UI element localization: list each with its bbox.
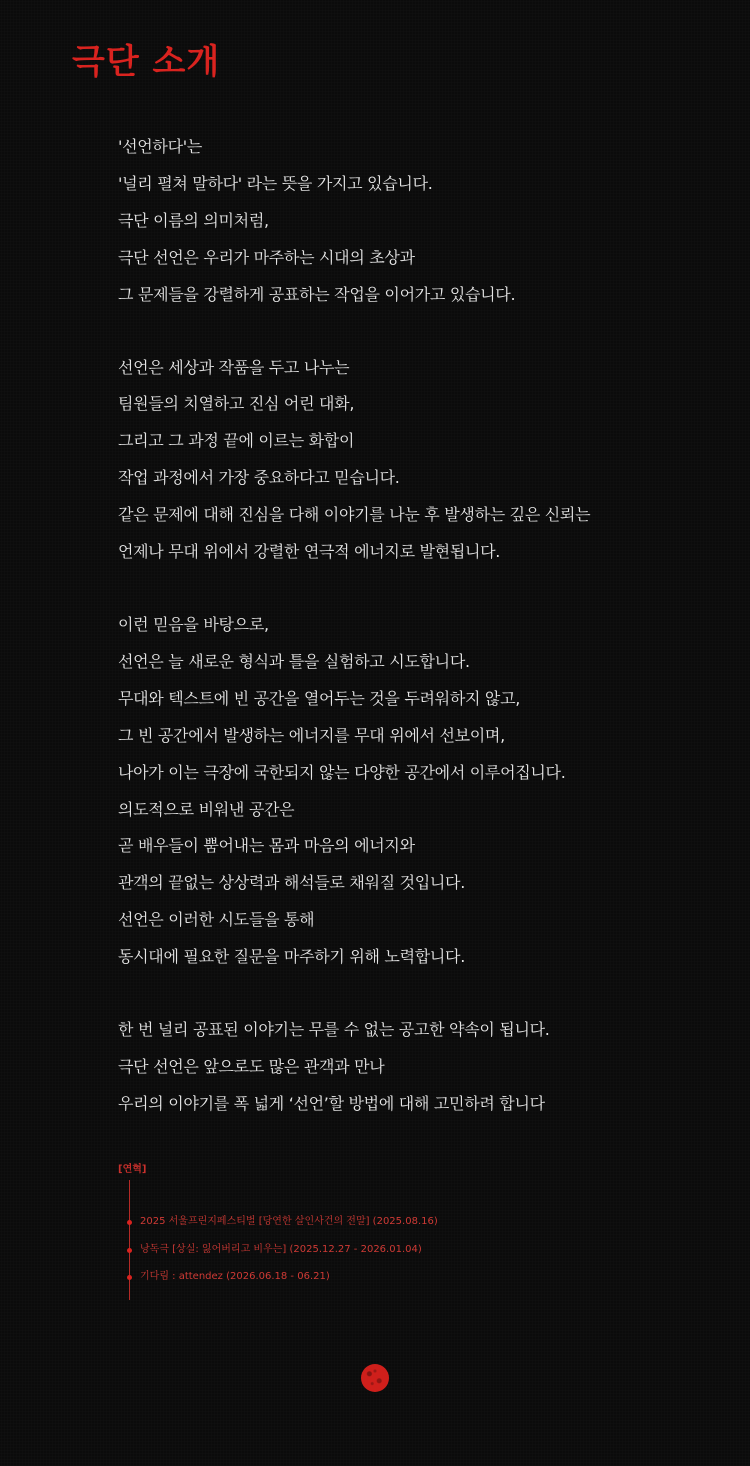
intro-paragraph-1: [118, 129, 738, 314]
bullet-dot-icon: [127, 1248, 132, 1253]
intro-line: 극단 이름의 의미처럼,: [118, 210, 269, 230]
intro-line: 언제나 무대 위에서 강렬한 연극적 에너지로 발현됩니다.: [118, 542, 501, 562]
intro-line: 나아가 이는 극장에 국한되지 않는 다양한 공간에서 이루어집니다.: [118, 762, 566, 782]
history-item: [118, 1269, 438, 1297]
history-list: [118, 1214, 438, 1297]
intro-line: 선언은 늘 새로운 형식과 틀을 실험하고 시도합니다.: [118, 651, 470, 671]
intro-line: 그 빈 공간에서 발생하는 에너지를 무대 위에서 선보이며,: [118, 725, 505, 745]
intro-line: '선언하다'는: [118, 137, 202, 156]
intro-paragraph-3: [118, 607, 738, 976]
history-item-text: 2025 서울프린지페스티벌 [당연한 살인사건의 전말] (2025.08.16): [140, 1216, 438, 1227]
history-item: [118, 1242, 438, 1270]
red-circle-logo-icon[interactable]: [361, 1364, 389, 1392]
intro-line: 팀원들의 치열하고 진심 어린 대화,: [118, 394, 355, 414]
intro-line: 한 번 널리 공표된 이야기는 무를 수 없는 공고한 약속이 됩니다.: [118, 1020, 550, 1040]
history-item: [118, 1214, 438, 1242]
intro-line: 그 문제들을 강렬하게 공표하는 작업을 이어가고 있습니다.: [118, 284, 516, 304]
intro-line: 선언은 세상과 작품을 두고 나누는: [118, 357, 350, 377]
intro-line: 작업 과정에서 가장 중요하다고 믿습니다.: [118, 468, 400, 488]
intro-line: 선언은 이러한 시도들을 통해: [118, 910, 315, 930]
history-heading: [연혁]: [118, 1164, 147, 1175]
history-item-text: 기다림 : attendez (2026.06.18 - 06.21): [140, 1271, 330, 1282]
intro-paragraph-2: [118, 350, 738, 571]
intro-line: 극단 선언은 앞으로도 많은 관객과 만나: [118, 1056, 385, 1076]
intro-line: '널리 펼쳐 말하다' 라는 뜻을 가지고 있습니다.: [118, 173, 433, 193]
intro-text: [118, 129, 738, 1159]
intro-line: 우리의 이야기를 폭 넓게 ‘선언’할 방법에 대해 고민하려 합니다: [118, 1093, 545, 1113]
intro-line: 같은 문제에 대해 진심을 다해 이야기를 나눈 후 발생하는 깊은 신뢰는: [118, 505, 591, 525]
bullet-dot-icon: [127, 1275, 132, 1280]
intro-line: 무대와 텍스트에 빈 공간을 열어두는 것을 두려워하지 않고,: [118, 688, 521, 708]
bullet-dot-icon: [127, 1220, 132, 1225]
intro-line: 동시대에 필요한 질문을 마주하기 위해 노력합니다.: [118, 947, 465, 967]
intro-line: 관객의 끝없는 상상력과 해석들로 채워질 것입니다.: [118, 873, 465, 893]
page-title: 극단 소개: [72, 42, 221, 82]
history-section: [118, 1160, 718, 1282]
intro-line: 곧 배우들이 뿜어내는 몸과 마음의 에너지와: [118, 836, 415, 856]
intro-line: 이런 믿음을 바탕으로,: [118, 614, 269, 634]
intro-line: 극단 선언은 우리가 마주하는 시대의 초상과: [118, 247, 415, 267]
intro-paragraph-4: [118, 1012, 738, 1123]
intro-line: 그리고 그 과정 끝에 이르는 화합이: [118, 431, 355, 451]
intro-line: 의도적으로 비워낸 공간은: [118, 799, 295, 819]
history-item-text: 낭독극 [상실: 잃어버리고 비우는] (2025.12.27 - 2026.01.04): [140, 1243, 422, 1255]
